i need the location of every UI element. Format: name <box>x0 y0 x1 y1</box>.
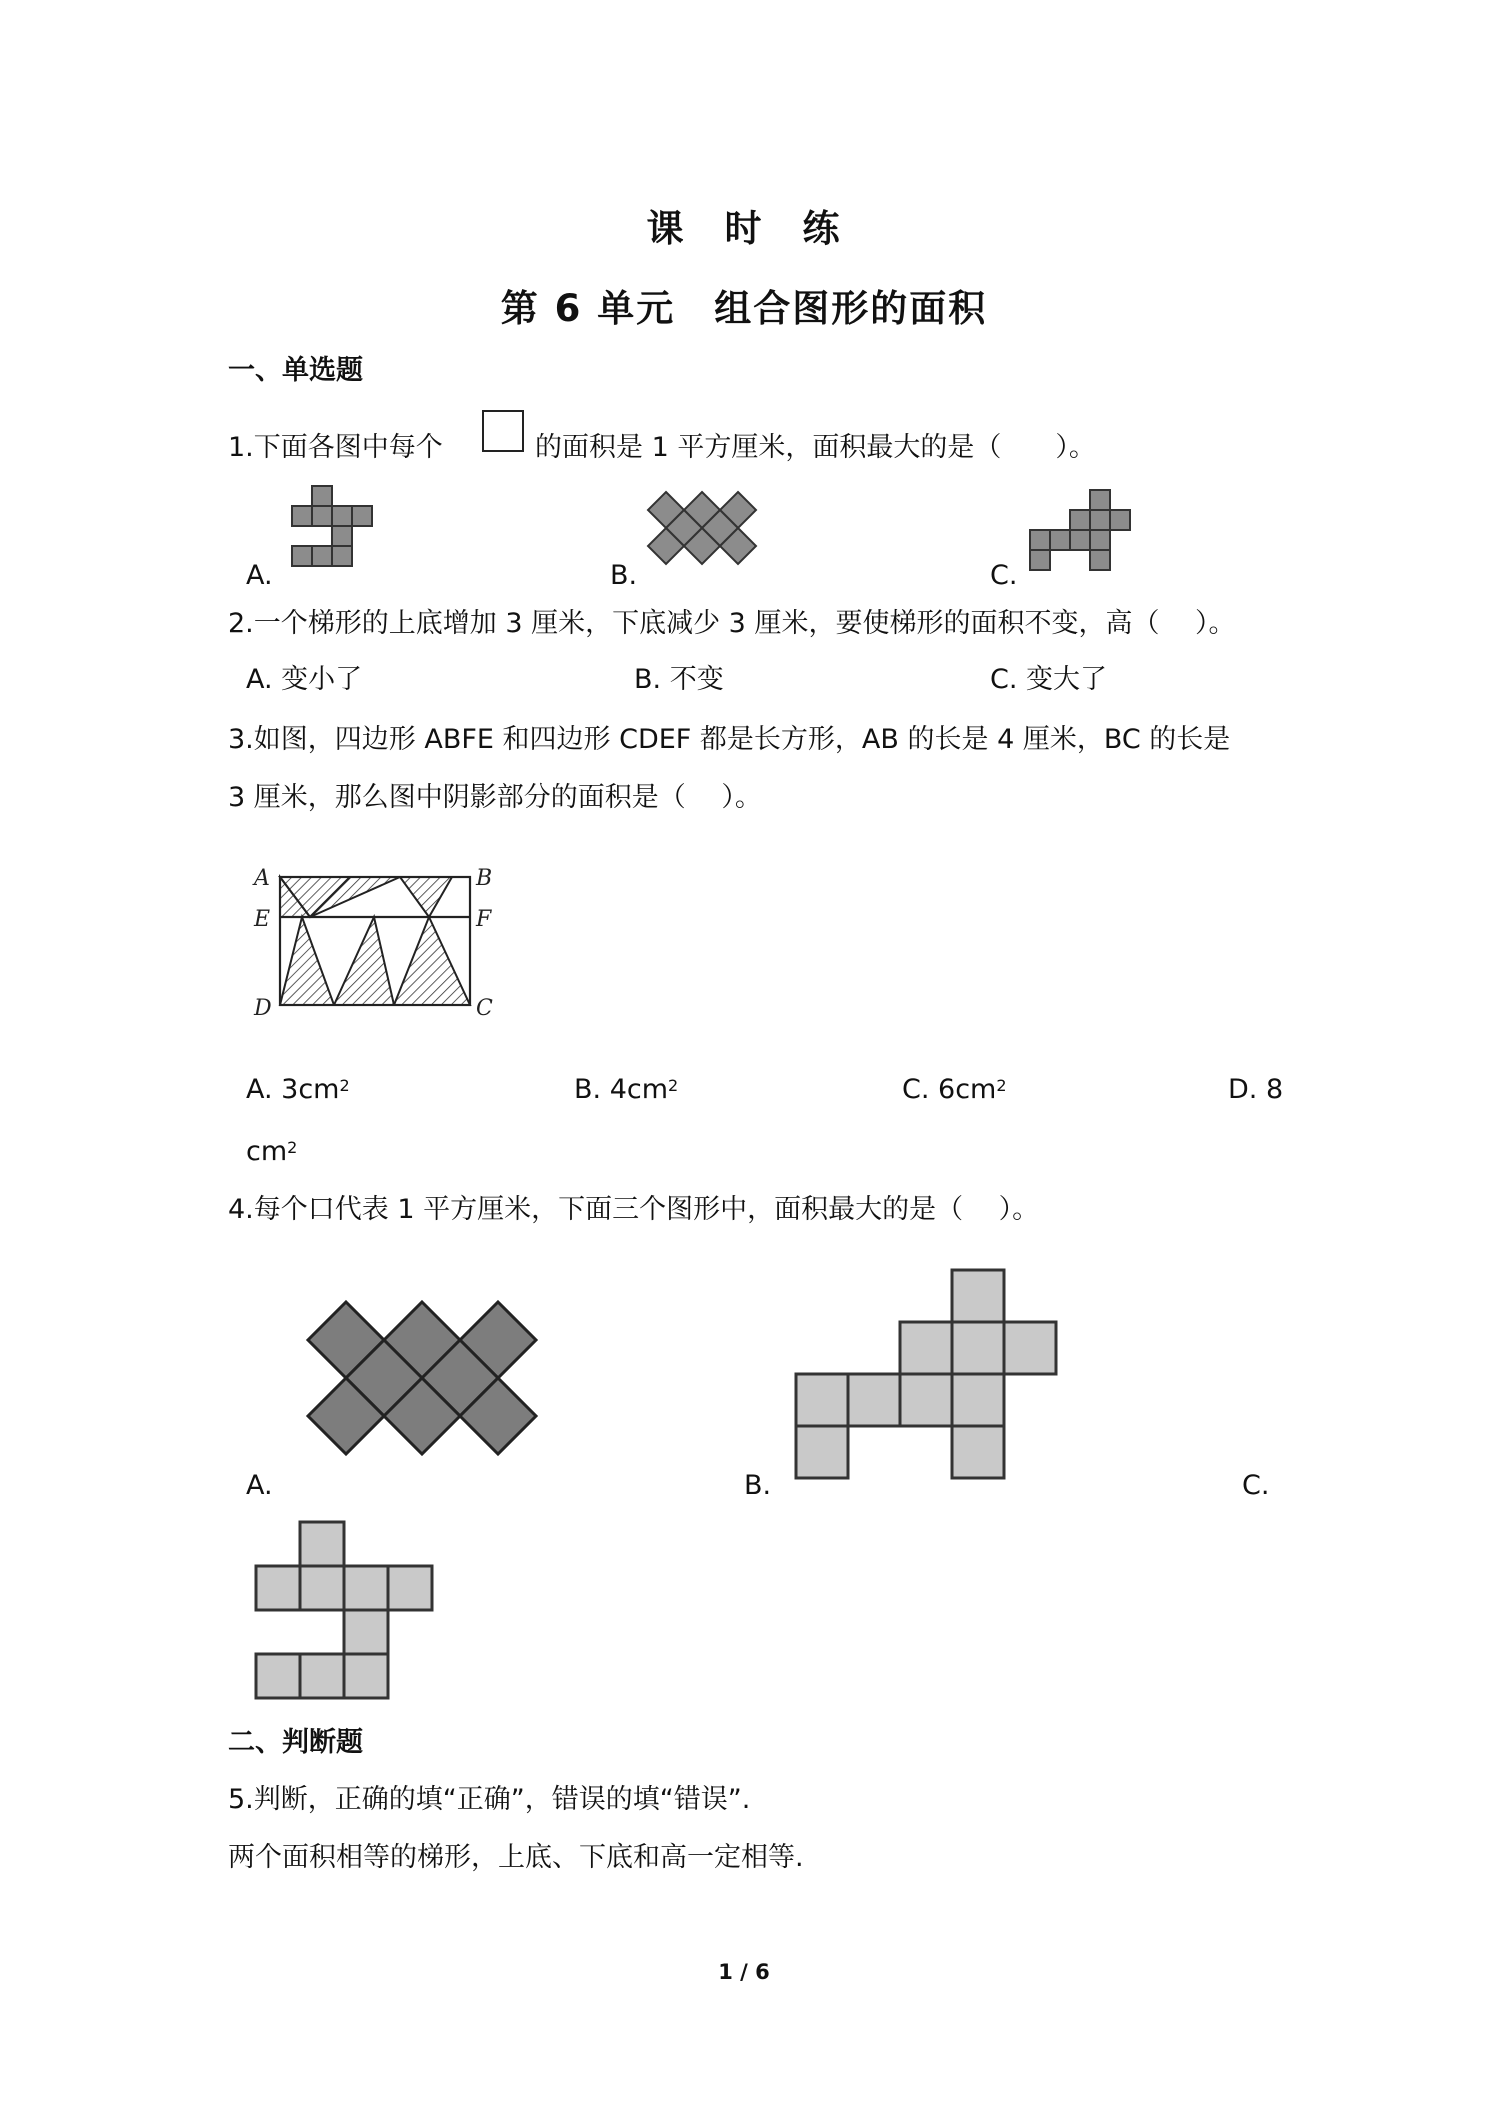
label-b: B <box>476 866 493 891</box>
q1-option-c: C. <box>990 560 1018 591</box>
q4-stem: 4.每个口代表 1 平方厘米，下面三个图形中，面积最大的是（ ）。 <box>228 1194 1040 1225</box>
q1-option-a: A. <box>246 560 273 591</box>
label-a: A <box>254 866 270 891</box>
q1-figure-c <box>1020 488 1140 578</box>
label-f: F <box>476 907 492 932</box>
q3-option-d-unit: $cm^2$ <box>246 1136 298 1167</box>
q1-stem-start: 1.下面各图中每个 <box>228 432 443 463</box>
q2-option-c: C. 变大了 <box>990 664 1108 695</box>
section-heading-true-false: 二、判断题 <box>228 1727 363 1758</box>
label-d: D <box>254 996 272 1021</box>
unit-square-icon <box>482 410 524 452</box>
q3-option-a: A. $3cm^2$ <box>246 1074 350 1105</box>
q4-option-c: C. <box>1242 1470 1270 1501</box>
q2-stem: 2.一个梯形的上底增加 3 厘米，下底减少 3 厘米，要使梯形的面积不变，高（ ）。 <box>228 608 1236 639</box>
q3-option-c: C. $6cm^2$ <box>902 1074 1007 1105</box>
q1-option-b: B. <box>610 560 638 591</box>
q4-option-b: B. <box>744 1470 772 1501</box>
q1-figure-a <box>288 484 388 584</box>
page-title: 课 时 练 <box>646 207 842 250</box>
q3-stem-line1: 3.如图，四边形 ABFE 和四边形 CDEF 都是长方形，AB 的长是 4 厘米，BC 的长是 <box>228 724 1231 755</box>
q4-option-a: A. <box>246 1470 273 1501</box>
q2-option-a: A. 变小了 <box>246 664 363 695</box>
page-number: 1 / 6 <box>718 1960 770 1984</box>
q3-option-d: D. 8 <box>1228 1074 1284 1105</box>
page-subtitle: 第 6 单元 组合图形的面积 <box>500 287 988 330</box>
q3-option-b: B. $4cm^2$ <box>574 1074 679 1105</box>
q5-statement: 两个面积相等的梯形，上底、下底和高一定相等. <box>228 1842 804 1873</box>
label-e: E <box>254 907 271 932</box>
section-heading-single-choice: 一、单选题 <box>228 355 363 386</box>
q5-stem: 5.判断，正确的填“正确”，错误的填“错误”. <box>228 1784 751 1815</box>
q1-stem-end: 的面积是 1 平方厘米，面积最大的是（ ）。 <box>535 432 1096 463</box>
q4-figure-c <box>256 1520 446 1700</box>
q2-option-b: B. 不变 <box>634 664 724 695</box>
q3-stem-line2: 3 厘米，那么图中阴影部分的面积是（ ）。 <box>228 782 762 813</box>
q4-figure-b <box>792 1268 1062 1488</box>
label-c: C <box>476 996 493 1021</box>
q1-figure-b <box>648 490 758 570</box>
q3-rectangle-figure <box>244 855 494 1035</box>
q4-figure-a <box>308 1302 548 1472</box>
